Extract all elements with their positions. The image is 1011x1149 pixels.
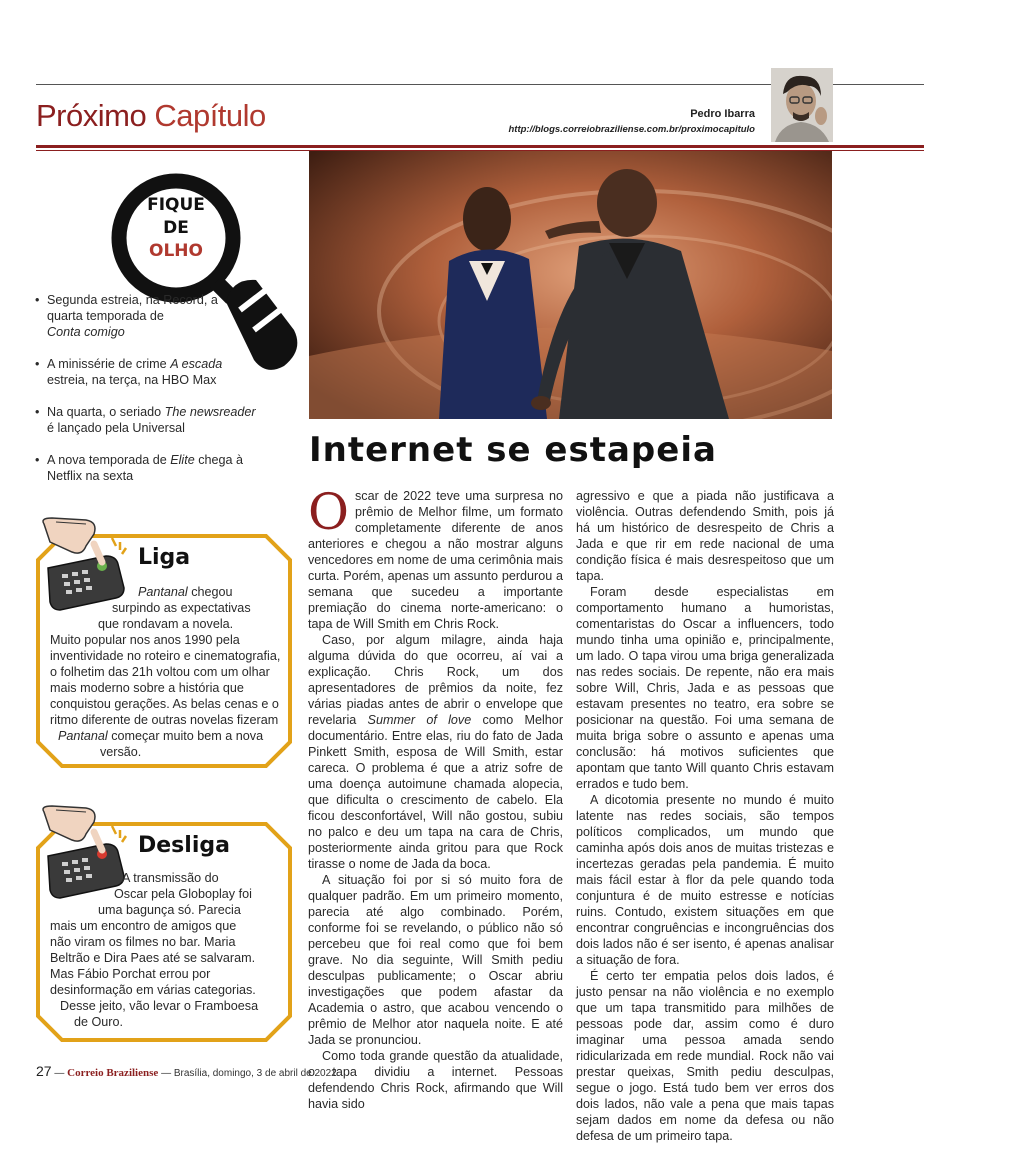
liga-text: Pantanal chegou surpindo as expectativas que rondavam a novela. Muito popular nos anos 1990 pela inventividade no roteiro e cinematografia, o folhetim das 21h voltou com um olhar mais moderno sobre a história que conquistou gerações. As belas cenas e o ritmo diferente de outras novelas fizeram Pantanal começar muito bem a nova versão. [50, 585, 281, 759]
article-paragraph: A situação foi por si só muito fora de qualquer padrão. Em um primeiro momento, parecia até algo combinado. Porém, conforme foi se revelando, o público não só percebeu que foi real como que foi bem grave. No dia seguinte, Will Smith pediu desculpas publicamente; o Oscar abriu investigações que podem afastar da Academia o astro, que acabou vencendo o prêmio de Melhor ator naquela noite. E até Jada se pronunciou. [308, 873, 563, 1047]
column-title-part1: Próximo [36, 98, 147, 133]
page-footer: 27 — Correio Braziliense — Brasília, domingo, 3 de abril de 2022 [36, 1063, 337, 1079]
article-paragraph: Foram desde especialistas em comportamento humano a humoristas, comentaristas do Oscar a influencers, todo mundo tinha uma opinião e, principalmente, um lado. O tapa virou uma briga generalizada nas redes sociais. De repente, não era mais sobre Will, Chris, Jada e as pessoas que estavam presentes no teatro, era sobre se posicionar na questão. Foi uma semana de muita briga sobre o assunto e apenas uma conclusão: há motivos suficientes que apontam que tanto Will quanto Chris estavam errados e tudo bem. [576, 585, 834, 791]
author-blog-url: http://blogs.correiobraziliense.com.br/proximocapitulo [508, 124, 755, 135]
author-photo [771, 68, 833, 142]
page-number: 27 [36, 1063, 52, 1079]
article-paragraph: Caso, por algum milagre, ainda haja alguma dúvida do que ocorreu, aí vai a explicação. Chris Rock, um dos apresentadores de prêmios da noite, fez várias piadas antes de abrir o envelope que revelaria Summer of love como Melhor documentário. Entre elas, riu do fato de Jada Pinkett Smith, esposa de Will Smith, estar careca. O problema é que a atriz sofre de uma doença autoimune chamada alopecia, que dificulta o crescimento de cabelo. Ela ficou desconfortável, Will não gostou, subiu no palco e deu um tapa na cara de Chris, posteriormente ainda gritou para que Rock tirasse o nome de Jada da boca. [308, 633, 564, 871]
edition-date: Brasília, domingo, 3 de abril de 2022 [173, 1068, 337, 1079]
newspaper-brand: Correio Braziliense [67, 1067, 159, 1079]
list-item: • Na quarta, o seriado The newsreader é lançado pela Universal [33, 404, 248, 436]
article-paragraph: Como toda grande questão da atualidade, o tapa dividiu a internet. Pessoas defendendo Chris Rock, afirmando que Will havia sido [308, 1049, 563, 1111]
article-paragraph: agressivo e que a piada não justificava a violência. Outras defendendo Smith, pois já há um histórico de desrespeito de Chris a Jada e que rir em rede nacional de uma condição física é mais desrespeitoso que um tapa. [576, 489, 834, 583]
article-paragraph: A dicotomia presente no mundo é muito latente nas redes sociais, são tempos políticos complicados, um mundo que caminha após dois anos de muitas tristezas e incertezas geradas pela pandemia. É muito mais fácil estar à flor da pele quando toda conjuntura é de muito estresse e notícias ruins. Contudo, existem situações em que encontrar congruências e incongruências dos dois lados não é ser isento, é apenas analisar a situação de fora. [576, 793, 834, 967]
header-bottom-rule [36, 145, 924, 148]
article-column-2 [576, 488, 834, 1144]
article-column-1 [308, 483, 564, 1112]
fique-word: FIQUE [147, 195, 205, 215]
drop-cap: O [308, 483, 349, 541]
article-headline: Internet se estapeia [309, 430, 717, 470]
desliga-text: A transmissão do Oscar pela Globoplay foi uma bagunça só. Parecia mais um encontro de amigos que não viram os filmes no bar. Maria Beltrão e Dira Paes até se salvaram. Mas Fábio Porchat errou por desinformação em várias categorias. Desse jeito, vão levar o Framboesa de Ouro. [50, 871, 259, 1029]
list-item: • Segunda estreia, na Record, a quarta temporada de Conta comigo [33, 292, 248, 340]
de-word: DE [163, 218, 189, 238]
list-item: • A minissérie de crime A escada estreia, na terça, na HBO Max [33, 356, 248, 388]
tips-list [33, 292, 256, 500]
column-title [36, 98, 266, 134]
oscar-slap-photo [309, 151, 832, 419]
olho-word: OLHO [149, 241, 203, 261]
desliga-title: Desliga [138, 833, 230, 858]
liga-title: Liga [138, 545, 191, 570]
author-name: Pedro Ibarra [690, 108, 755, 120]
article-paragraph: É certo ter empatia pelos dois lados, é justo pensar na não violência e no exemplo que um tapa transmitido para milhões de pessoas pode dar, assim como é duro imaginar uma pessoa amada sendo ridicularizada em rede mundial. Rock não vai prestar queixas, Smith pediu desculpas, segue o jogo. Está tudo bem ver erros dos dois lados, não vale a pena que mais tapas sejam dados em nome da defesa ou não defesa de um primeiro tapa. [576, 969, 834, 1143]
fique-de-olho-title [135, 194, 217, 263]
list-item: • A nova temporada de Elite chega à Netflix na sexta [33, 452, 248, 484]
article-paragraph: Oscar de 2022 teve uma surpresa no prêmio de Melhor filme, um formato completamente diferente de anos anteriores e chegou a não mostrar alguns vencedores em nome de uma cerimônia mais curta. Porém, apenas um assunto perdurou a semana que sucedeu a importante premiação do cinema norte-americano: o tapa de Will Smith em Chris Rock. [308, 483, 563, 631]
column-title-part2: Capítulo [154, 98, 266, 133]
